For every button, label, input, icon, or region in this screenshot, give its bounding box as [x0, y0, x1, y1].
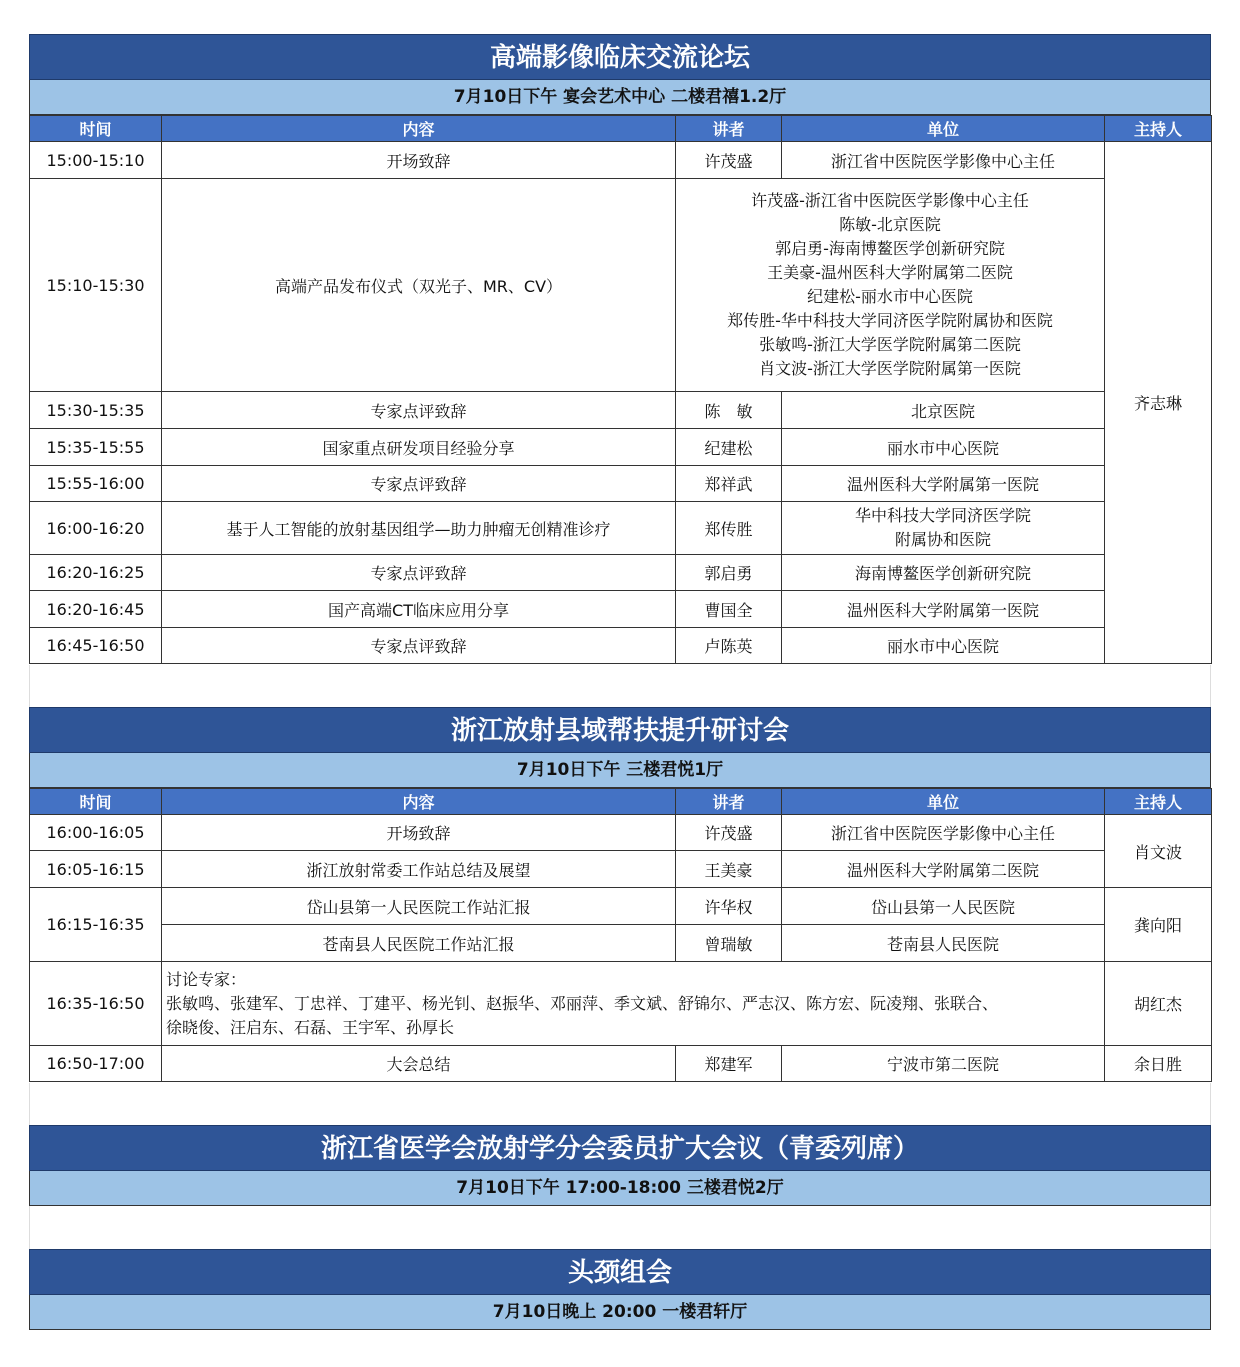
time-cell: 15:30-15:35 [30, 392, 162, 429]
col-host-header: 主持人 [1105, 789, 1212, 815]
table-row [30, 591, 1212, 628]
host-cell: 齐志琳 [1105, 142, 1212, 664]
forum-3-subtitle: 7月10日下午 17:00-18:00 三楼君悦2厅 [29, 1171, 1211, 1206]
section-gap [29, 665, 1211, 707]
guest-line: 王美豪-温州医科大学附属第二医院 [767, 263, 1013, 282]
table-row [30, 815, 1212, 851]
forum-2-table [29, 788, 1212, 1082]
content-cell: 高端产品发布仪式（双光子、MR、CV） [162, 179, 676, 392]
guest-line: 肖文波-浙江大学医学院附属第一医院 [759, 359, 1021, 378]
content-cell: 专家点评致辞 [162, 466, 676, 502]
unit-cell: 浙江省中医院医学影像中心主任 [782, 142, 1105, 179]
content-cell: 浙江放射常委工作站总结及展望 [162, 851, 676, 888]
forum-3 [29, 1125, 1211, 1206]
guest-line: 纪建松-丽水市中心医院 [807, 287, 973, 306]
table-row [30, 142, 1212, 179]
speaker-cell: 郑建军 [676, 1046, 782, 1082]
time-cell: 15:55-16:00 [30, 466, 162, 502]
time-cell: 15:00-15:10 [30, 142, 162, 179]
unit-cell: 丽水市中心医院 [782, 628, 1105, 664]
time-cell: 16:00-16:05 [30, 815, 162, 851]
table-row [30, 1046, 1212, 1082]
col-unit-header: 单位 [782, 789, 1105, 815]
forum-2-title: 浙江放射县域帮扶提升研讨会 [29, 707, 1211, 753]
table-row [30, 466, 1212, 502]
speaker-cell: 曾瑞敏 [676, 925, 782, 962]
forum-2-subtitle: 7月10日下午 三楼君悦1厅 [29, 753, 1211, 788]
discussion-names-line: 张敏鸣、张建军、丁忠祥、丁建平、杨光钊、赵振华、邓丽萍、季文斌、舒锦尔、严志汉、陈方宏、阮凌翔、张联合、 [166, 993, 999, 1013]
unit-cell [782, 502, 1105, 555]
content-cell: 专家点评致辞 [162, 628, 676, 664]
guest-line: 郭启勇-海南博鳌医学创新研究院 [775, 239, 1005, 258]
discussion-label: 讨论专家： [166, 969, 247, 989]
speaker-cell: 许华权 [676, 888, 782, 925]
discussion-experts-cell [162, 962, 1105, 1046]
table-row [30, 392, 1212, 429]
content-cell: 大会总结 [162, 1046, 676, 1082]
unit-cell: 岱山县第一人民医院 [782, 888, 1105, 925]
host-cell: 余日胜 [1105, 1046, 1212, 1082]
speaker-cell: 郑祥武 [676, 466, 782, 502]
col-content-header: 内容 [162, 116, 676, 142]
time-cell: 16:45-16:50 [30, 628, 162, 664]
speaker-cell: 陈 敏 [676, 392, 782, 429]
forum-3-title: 浙江省医学会放射学分会委员扩大会议（青委列席） [29, 1125, 1211, 1171]
time-cell: 16:15-16:35 [30, 888, 162, 962]
table-row [30, 502, 1212, 555]
content-cell: 开场致辞 [162, 142, 676, 179]
unit-cell: 温州医科大学附属第二医院 [782, 851, 1105, 888]
forum-4-subtitle: 7月10日晚上 20:00 一楼君轩厅 [29, 1295, 1211, 1330]
content-cell: 国家重点研发项目经验分享 [162, 429, 676, 466]
forum-4-title: 头颈组会 [29, 1249, 1211, 1295]
forum-1 [29, 34, 1211, 664]
time-cell: 15:35-15:55 [30, 429, 162, 466]
content-cell: 专家点评致辞 [162, 555, 676, 591]
col-time-header: 时间 [30, 789, 162, 815]
forum-1-table [29, 115, 1212, 664]
speaker-cell: 许茂盛 [676, 815, 782, 851]
time-cell: 16:50-17:00 [30, 1046, 162, 1082]
speaker-cell: 许茂盛 [676, 142, 782, 179]
content-cell: 专家点评致辞 [162, 392, 676, 429]
time-cell: 16:35-16:50 [30, 962, 162, 1046]
host-cell: 肖文波 [1105, 815, 1212, 888]
time-cell: 16:20-16:25 [30, 555, 162, 591]
guest-line: 郑传胜-华中科技大学同济医学院附属协和医院 [727, 311, 1053, 330]
forum-2 [29, 707, 1211, 1082]
speaker-cell: 卢陈英 [676, 628, 782, 664]
unit-cell: 宁波市第二医院 [782, 1046, 1105, 1082]
table-row [30, 925, 1212, 962]
unit-line: 华中科技大学同济医学院 [854, 506, 1031, 525]
content-cell: 开场致辞 [162, 815, 676, 851]
content-cell: 苍南县人民医院工作站汇报 [162, 925, 676, 962]
content-cell: 国产高端CT临床应用分享 [162, 591, 676, 628]
col-unit-header: 单位 [782, 116, 1105, 142]
unit-cell: 温州医科大学附属第一医院 [782, 466, 1105, 502]
speaker-cell: 王美豪 [676, 851, 782, 888]
col-speaker-header: 讲者 [676, 116, 782, 142]
unit-cell: 温州医科大学附属第一医院 [782, 591, 1105, 628]
discussion-names-line: 徐晓俊、汪启东、石磊、王宇军、孙厚长 [166, 1017, 455, 1037]
unit-cell: 浙江省中医院医学影像中心主任 [782, 815, 1105, 851]
table-row [30, 179, 1212, 392]
guest-line: 许茂盛-浙江省中医院医学影像中心主任 [751, 191, 1029, 210]
guest-line: 陈敏-北京医院 [839, 215, 941, 234]
table-header-row [30, 116, 1212, 142]
table-row [30, 962, 1212, 1046]
unit-cell: 海南博鳌医学创新研究院 [782, 555, 1105, 591]
time-cell: 16:00-16:20 [30, 502, 162, 555]
unit-cell: 北京医院 [782, 392, 1105, 429]
speaker-cell: 郑传胜 [676, 502, 782, 555]
guest-list-cell [676, 179, 1105, 392]
table-row [30, 555, 1212, 591]
host-cell: 胡红杰 [1105, 962, 1212, 1046]
section-gap [29, 1083, 1211, 1125]
unit-cell: 苍南县人民医院 [782, 925, 1105, 962]
time-cell: 16:05-16:15 [30, 851, 162, 888]
time-cell: 16:20-16:45 [30, 591, 162, 628]
content-cell: 基于人工智能的放射基因组学—助力肿瘤无创精准诊疗 [162, 502, 676, 555]
speaker-cell: 纪建松 [676, 429, 782, 466]
table-header-row [30, 789, 1212, 815]
time-cell: 15:10-15:30 [30, 179, 162, 392]
content-cell: 岱山县第一人民医院工作站汇报 [162, 888, 676, 925]
forum-1-title: 高端影像临床交流论坛 [29, 34, 1211, 80]
speaker-cell: 曹国全 [676, 591, 782, 628]
unit-line: 附属协和医院 [894, 530, 991, 549]
col-speaker-header: 讲者 [676, 789, 782, 815]
table-row [30, 888, 1212, 925]
host-cell: 龚向阳 [1105, 888, 1212, 962]
table-row [30, 429, 1212, 466]
col-time-header: 时间 [30, 116, 162, 142]
section-gap [29, 1206, 1211, 1249]
col-host-header: 主持人 [1105, 116, 1212, 142]
guest-line: 张敏鸣-浙江大学医学院附属第二医院 [759, 335, 1021, 354]
speaker-cell: 郭启勇 [676, 555, 782, 591]
col-content-header: 内容 [162, 789, 676, 815]
unit-cell: 丽水市中心医院 [782, 429, 1105, 466]
table-row [30, 851, 1212, 888]
table-row [30, 628, 1212, 664]
forum-1-subtitle: 7月10日下午 宴会艺术中心 二楼君禧1.2厅 [29, 80, 1211, 115]
forum-4 [29, 1249, 1211, 1330]
